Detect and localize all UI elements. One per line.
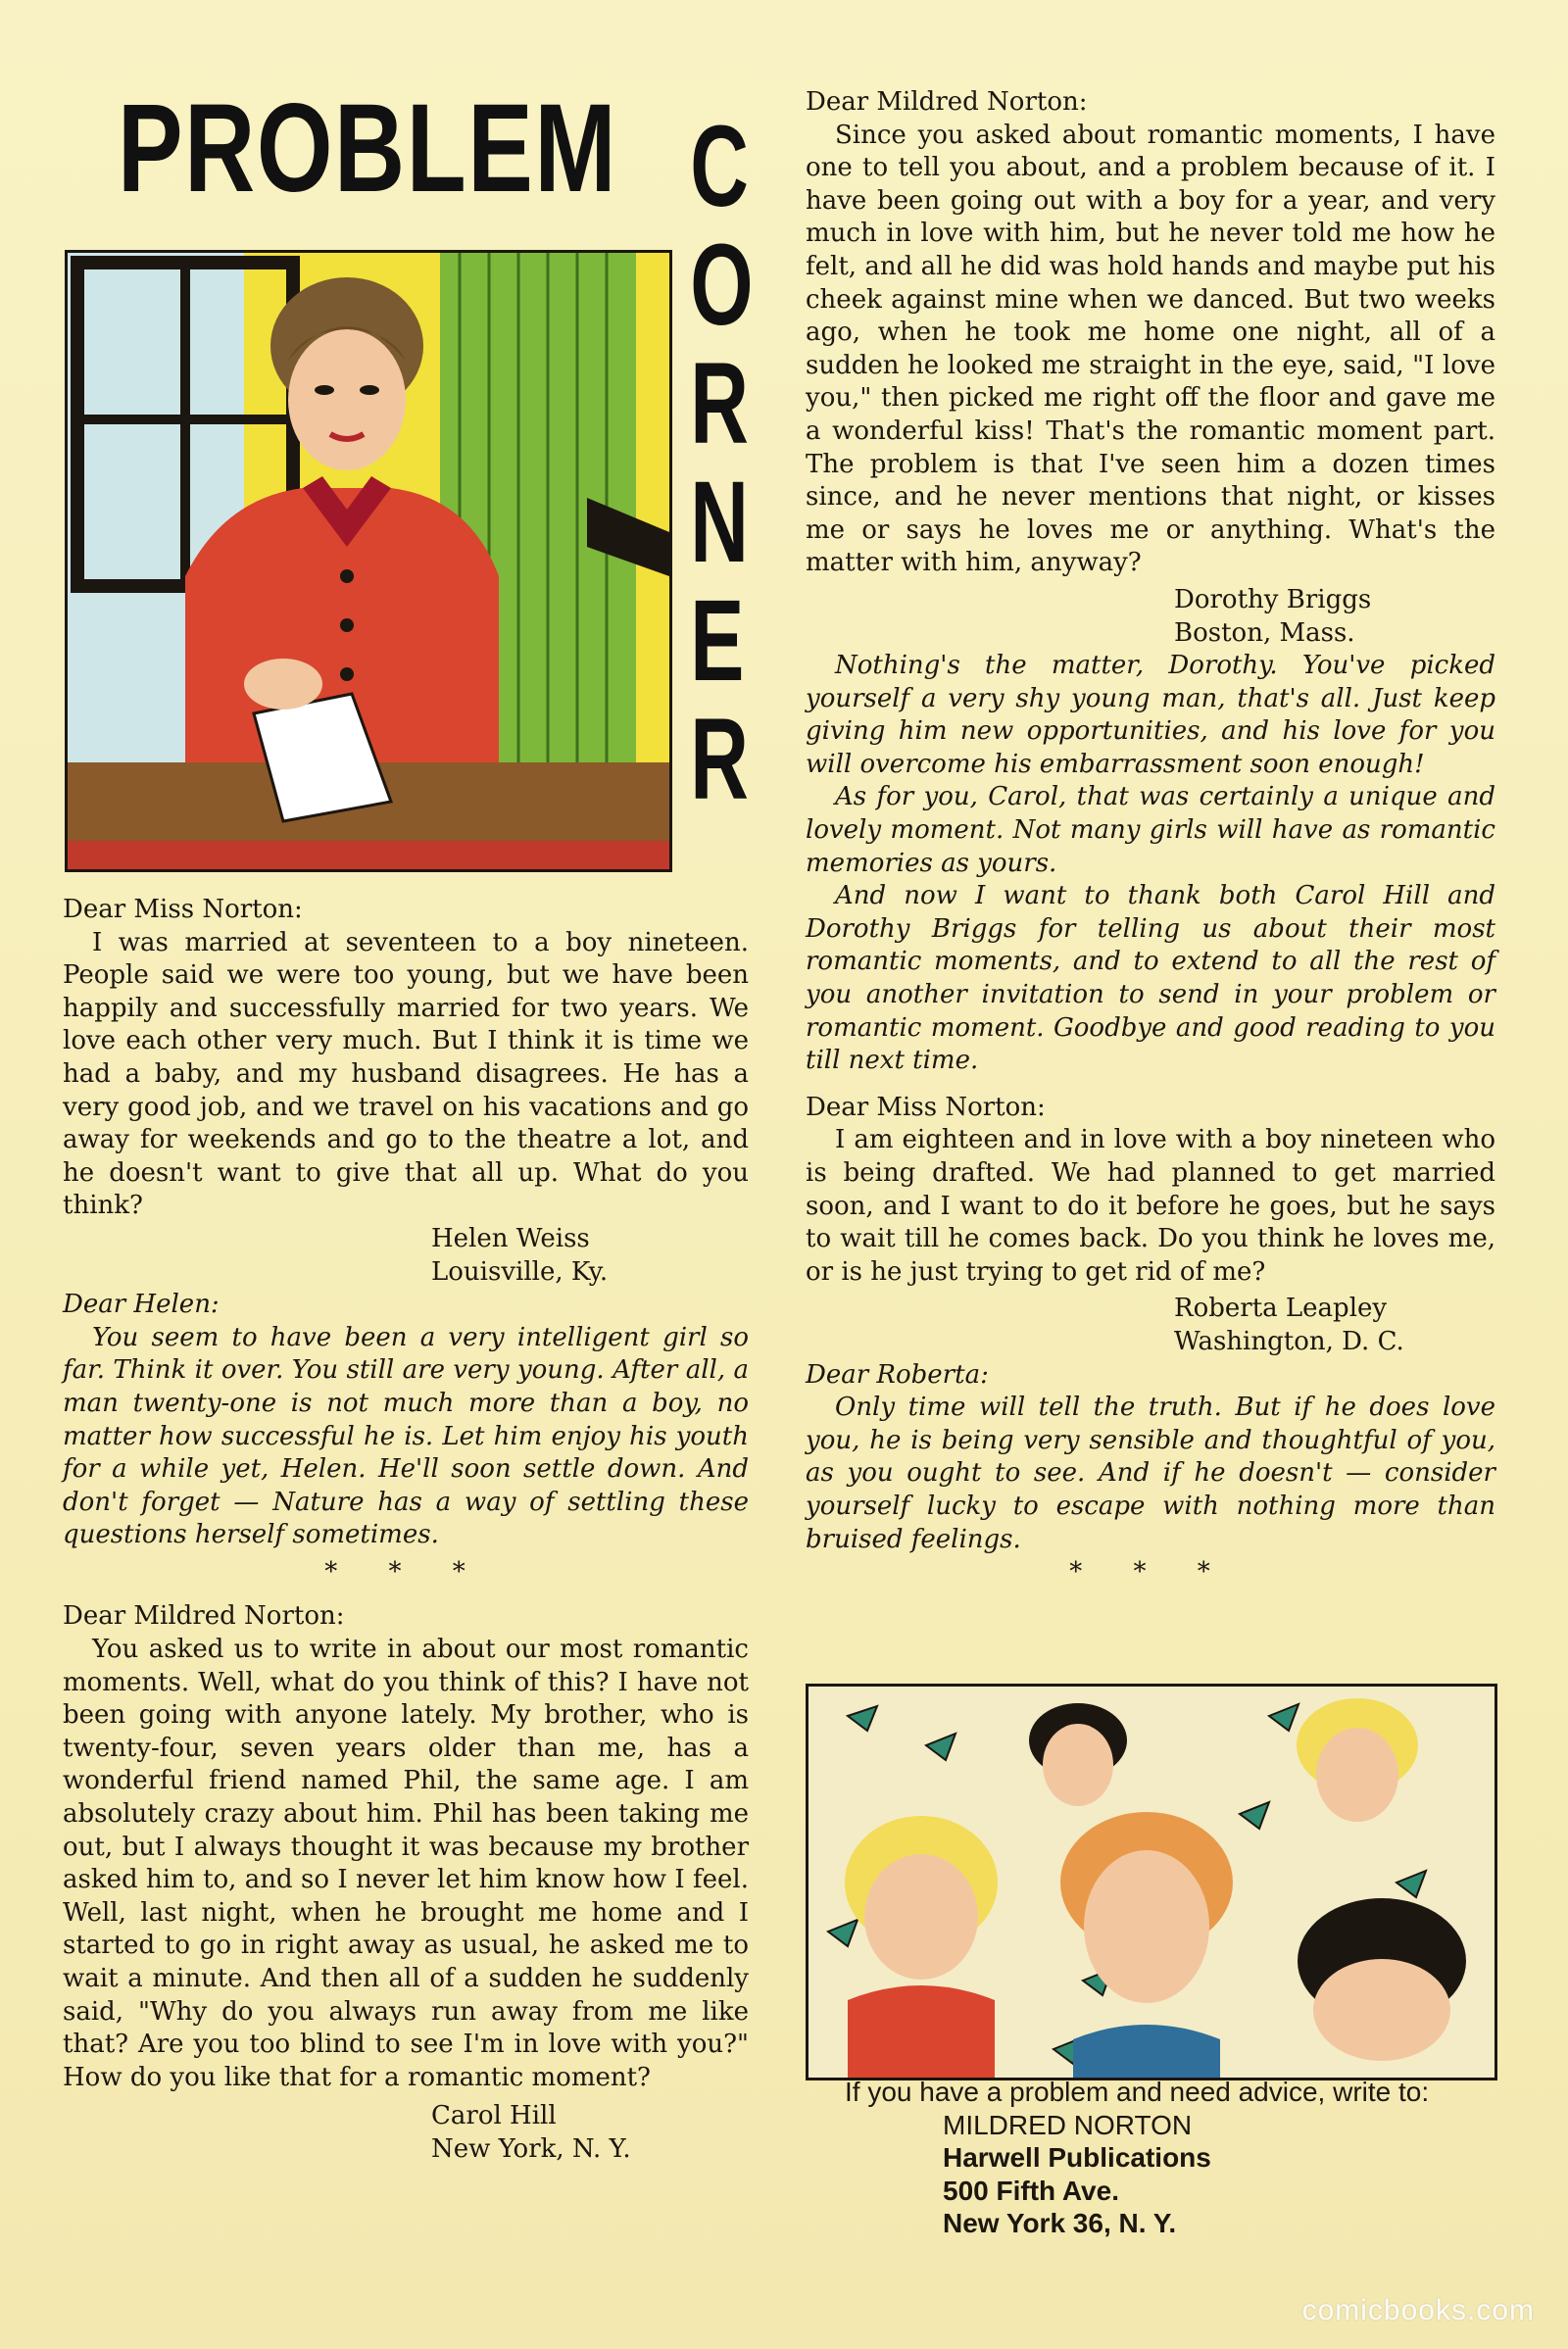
faces-illustration — [806, 1684, 1497, 2080]
title-corner — [679, 102, 754, 824]
reply-body: Only time will tell the truth. But if he does love you, he is being very sensible and thoughtful of you, as you ought to see. And if he doesn't — consider yourself lucky to escape with nothing more than bruised feelings. — [806, 1393, 1495, 1554]
reply-body: You seem to have been a very intelligent girl so far. Think it over. You still are very young. After all, a man twenty-one is not much more than a boy, no matter how successful he is. Let him enjoy his youth for a while yet, Helen. He'll soon settle down. And don't forget — Nature has a way of settling these questions herself sometimes. — [63, 1322, 749, 1550]
letter-signature-place: Washington, D. C. — [1174, 1326, 1404, 1356]
title-corner-letter: R — [690, 695, 749, 824]
title-corner-letter: E — [690, 576, 745, 706]
title-corner-letter: R — [690, 339, 749, 468]
faces-drawing — [808, 1687, 1494, 2078]
letter-signature-name: Roberta Leapley — [1174, 1294, 1388, 1324]
separator: * * * — [1069, 1557, 1232, 1588]
letter-salutation: Dear Miss Norton: — [63, 895, 303, 924]
columnist-drawing — [68, 253, 669, 869]
mailing-address — [845, 2109, 1472, 2240]
letter-salutation: Dear Mildred Norton: — [806, 87, 1088, 117]
letter-signature-place: New York, N. Y. — [431, 2133, 631, 2164]
title-problem: PROBLEM — [118, 78, 618, 219]
advice-box — [845, 2076, 1472, 2240]
address-line-street: 500 Fifth Ave. — [943, 2175, 1119, 2206]
letter-body: I am eighteen and in love with a boy nineteen who is being drafted. We had planned to get married soon, and I want to do it before he goes, but he says to wait till he comes back. Do you think he loves me, or is he just trying to get rid of me? — [806, 1125, 1495, 1287]
address-line-name: MILDRED NORTON — [943, 2109, 1193, 2140]
letter-body: You asked us to write in about our most romantic moments. Well, what do you think of this? I have not been going with anyone lately. My brother, who is twenty-four, seven years older than me, has a wonderful friend named Phil, the same age. I am absolutely crazy about him. Phil has been taking me out, but I always thought it was because my brother asked him to, and so I never let him know how I feel. Well, last night, when he brought me home and I started to go in right away as usual, he asked me to wait a minute. And then all of a sudden he suddenly said, "Why do you always run away from me like that? Are you too blind to see I'm in love with you?" How do you like that for a romantic moment? — [63, 1635, 749, 2092]
letter-signature-place: Louisville, Ky. — [431, 1256, 609, 1287]
letter-signature-place: Boston, Mass. — [1174, 617, 1355, 648]
title-corner-letter: N — [690, 458, 749, 587]
reply-salutation: Dear Helen: — [63, 1290, 220, 1320]
address-line-company: Harwell Publications — [943, 2142, 1211, 2174]
address-line-city: New York 36, N. Y. — [943, 2208, 1177, 2239]
letter-body: I was married at seventeen to a boy nineteen. People said we were too young, but we have been happily and successfully married for two years. We love each other very much. But I think it is time we had a baby, and my husband disagrees. He has a very good job, and we travel on his vacations and go away for weekends and go to the theatre a lot, and he doesn't want to give that all up. What do you think? — [63, 927, 749, 1221]
letter-salutation: Dear Mildred Norton: — [63, 1601, 345, 1632]
advice-intro: If you have a problem and need advice, write to: — [845, 2077, 1430, 2107]
reply-paragraph: As for you, Carol, that was certainly a unique and lovely moment. Not many girls will have as romantic memories as yours. — [806, 782, 1495, 878]
reply-paragraph: And now I want to thank both Carol Hill and Dorothy Briggs for telling us about their most romantic moments, and to extend to all the rest of you another invitation to send in your problem or romantic moment. Goodbye and good reading to you till next time. — [806, 881, 1495, 1076]
letter-body: Since you asked about romantic moments, I have one to tell you about, and a problem because of it. I have been going out with a boy for a year, and very much in love with him, but he never told me how he felt, and all he did was hold hands and maybe put his cheek against mine when we danced. But two weeks ago, when he took me home one night, all of a sudden he looked me straight in the eye, said, "I love you," then picked me right off the floor and gave me a wonderful kiss! That's the romantic moment part. The problem is that I've seen him a dozen times since, and he never mentions that night, or kisses me or says he loves me or anything. What's the matter with him, anyway? — [806, 120, 1495, 578]
separator: * * * — [324, 1556, 487, 1587]
letter-salutation: Dear Miss Norton: — [806, 1092, 1046, 1122]
reply-salutation: Dear Roberta: — [806, 1359, 989, 1390]
reply-paragraph: Nothing's the matter, Dorothy. You've picked yourself a very shy young man, that's all. Just keep giving him new opportunities, and his love for you will overcome his embarrassment soon enough! — [806, 651, 1495, 779]
letter-signature-name: Helen Weiss — [431, 1223, 590, 1253]
title-corner-letter: O — [690, 220, 754, 350]
right-column — [806, 86, 1495, 1590]
title-corner-letter: C — [690, 102, 749, 231]
left-column — [63, 894, 749, 2167]
letter-signature-name: Carol Hill — [431, 2101, 557, 2131]
advice-columnist-illustration — [65, 250, 672, 872]
watermark: comicbooks.com — [1301, 2294, 1535, 2326]
letter-signature-name: Dorothy Briggs — [1174, 584, 1372, 614]
